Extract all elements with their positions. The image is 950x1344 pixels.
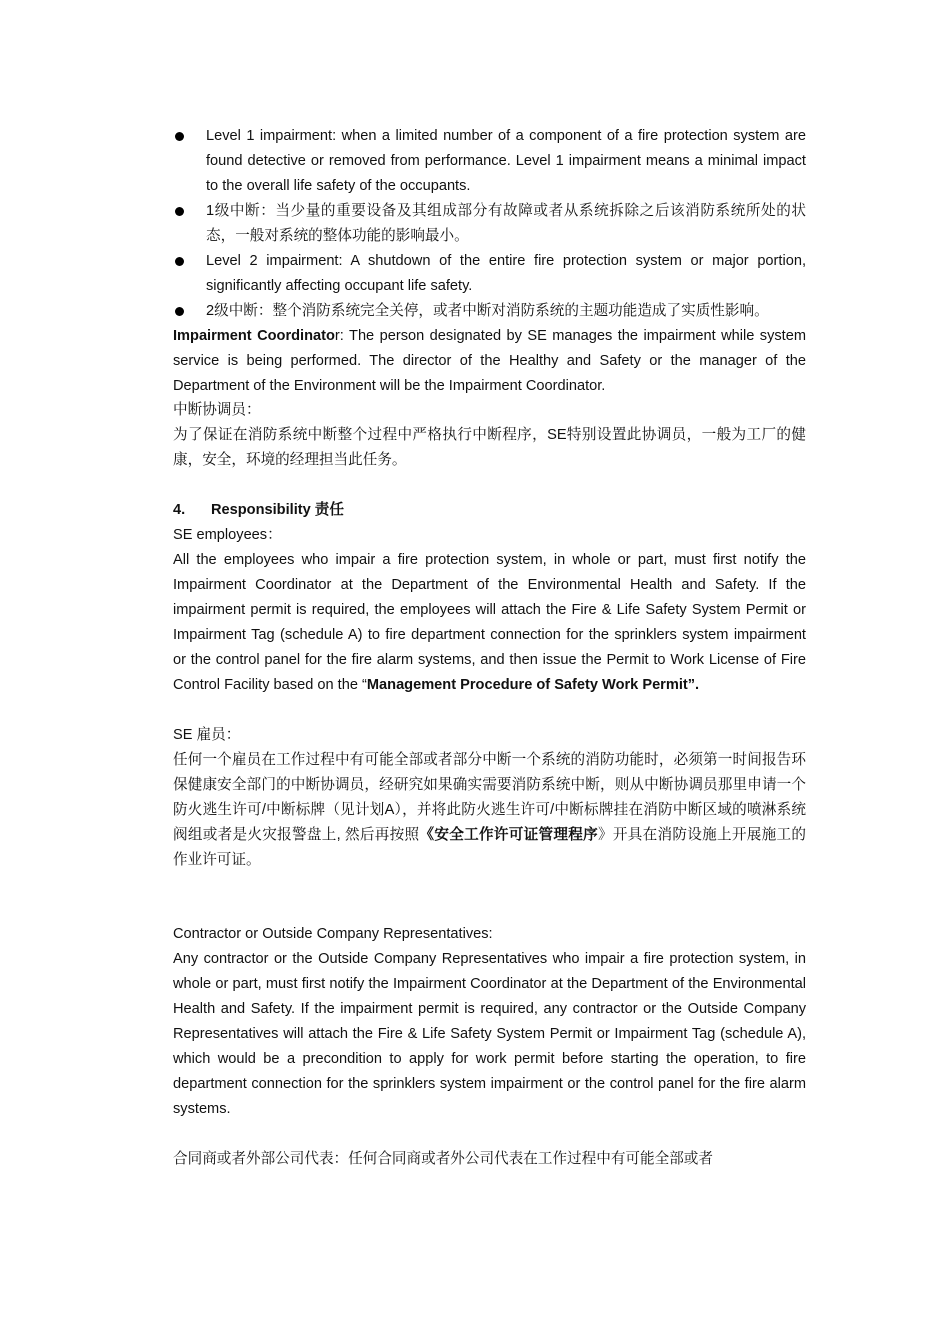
- list-item-text: Level 2 impairment: A shutdown of the entire fire protection system or major portion, significantly affecting occupant life safety.: [206, 252, 806, 294]
- impairment-levels-list: [173, 124, 806, 324]
- coordinator-cn-label: 中断协调员：: [173, 402, 261, 419]
- coordinator-definition-text: : The person designated by SE manages the impairment while system service is being performed. The director of the Healthy and Safety or the manager of the Department of the Environment will be the Impairment Coordinator.: [173, 327, 806, 394]
- document-page: [173, 124, 806, 1172]
- employees-label: SE employees：: [173, 527, 282, 544]
- employees-cn-label: SE 雇员：: [173, 726, 241, 743]
- employees-text-body: All the employees who impair a fire protection system, in whole or part, must first notify the Impairment Coordinator at the Department of the Environmental Health and Safety. If the impairment permit is required, the employees will attach the Fire & Life Safety System Permit or Impairment Tag (schedule A) to fire department connection for the sprinklers system impairment or the control panel for the fire alarm systems, and then issue the Permit to Work License of Fire Control Facility based on the “: [173, 552, 806, 693]
- list-item-text: 2级中断：整个消防系统完全关停，或者中断对消防系统的主题功能造成了实质性影响。: [206, 302, 769, 319]
- list-item: [173, 249, 806, 299]
- section-heading: [173, 498, 806, 523]
- contractor-text: Any contractor or the Outside Company Representatives who impair a fire protection system, in whole or part, must first notify the Impairment Coordinator at the Department of the Environmental Health and Safety. If the impairment permit is required, any contractor or the Outside Company Representatives will attach the Fire & Life Safety System Permit or Impairment Tag (schedule A), which would be a precondition to apply for work permit before starting the operation, to fire department connection for the sprinklers system impairment or the control panel for the fire alarm systems.: [173, 951, 806, 1118]
- bullet-icon: [175, 207, 184, 216]
- coordinator-term-tail: r: [334, 327, 340, 344]
- list-item: [173, 199, 806, 249]
- bullet-icon: [175, 132, 184, 141]
- employees-cn-body: 任何一个雇员在工作过程中有可能全部或者部分中断一个系统的消防功能时，必须第一时间报告环保健康安全部门的中断协调员，经研究如果确实需要消防系统中断，则从中断协调员那里申请一个防火逃生许可/中断标牌（见计划A），并将此防火逃生许可/中断标牌挂在消防中断区域的喷淋系统阀组或者是火灾报警盘上, 然后再按照: [173, 751, 806, 843]
- procedure-title: Management Procedure of Safety Work Permit”.: [366, 676, 700, 693]
- section-number: 4.: [173, 502, 186, 519]
- contractor-label: Contractor or Outside Company Representatives:: [173, 926, 493, 943]
- section-title: Responsibility 责任: [211, 502, 344, 519]
- coordinator-definition: [173, 324, 806, 399]
- list-item: [173, 124, 806, 199]
- list-item-text: 1级中断：当少量的重要设备及其组成部分有故障或者从系统拆除之后该消防系统所处的状态，一般对系统的整体功能的影响最小。: [206, 202, 806, 244]
- bullet-icon: [175, 307, 184, 316]
- list-item-text: Level 1 impairment: when a limited number of a component of a fire protection system are found detective or removed from performance. Level 1 impairment means a minimal impact to the overall life safety of the occupants.: [206, 128, 806, 194]
- coordinator-term: Impairment Coordinato: [173, 327, 335, 344]
- procedure-title-cn: 《安全工作许可证管理程序: [419, 826, 598, 843]
- employees-text: [173, 548, 806, 698]
- employees-cn-text: [173, 748, 806, 873]
- coordinator-cn-text: 为了保证在消防系统中断整个过程中严格执行中断程序，SE特别设置此协调员，一般为工厂的健康，安全，环境的经理担当此任务。: [173, 427, 806, 469]
- contractor-cn-text: 合同商或者外部公司代表：任何合同商或者外公司代表在工作过程中有可能全部或者: [173, 1151, 713, 1167]
- bullet-icon: [175, 257, 184, 266]
- employees-cn-tail: 》开具在消防设施上开展施工的作业许可证。: [173, 826, 806, 868]
- list-item: [173, 299, 806, 324]
